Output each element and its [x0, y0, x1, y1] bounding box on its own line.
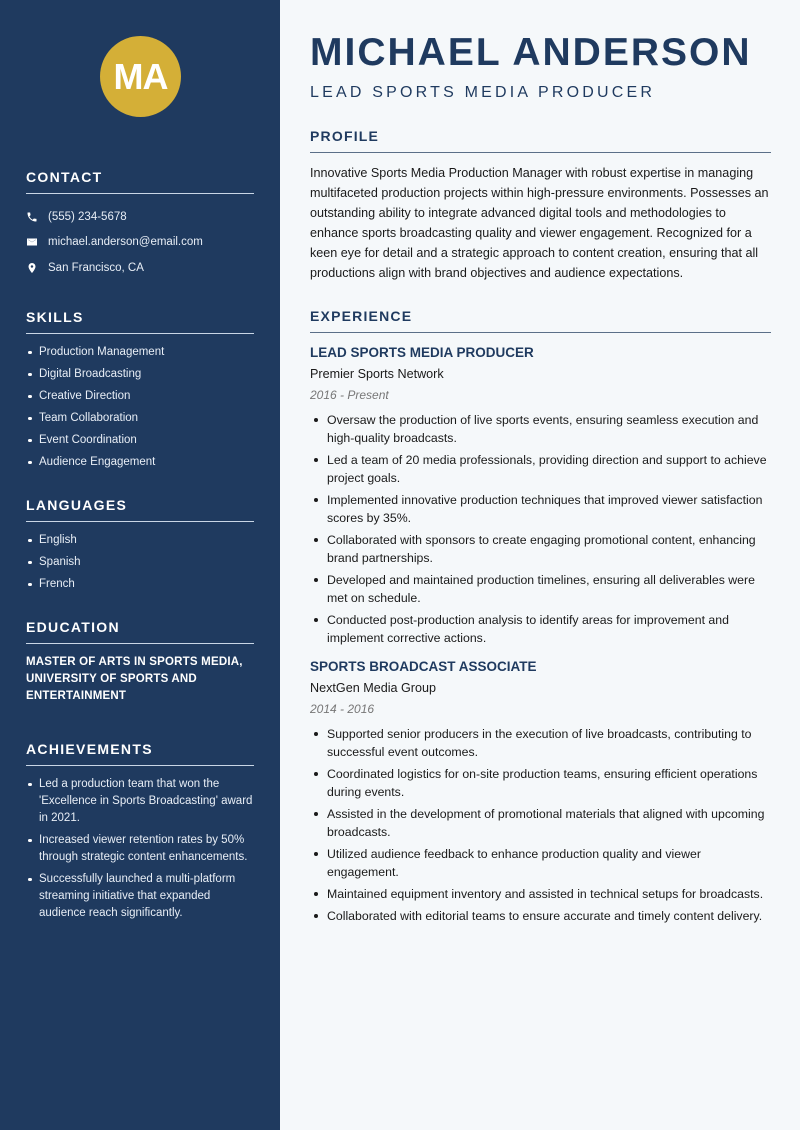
location-text: San Francisco, CA	[48, 261, 144, 274]
profile-text: Innovative Sports Media Production Manager with robust expertise in managing multifaceted production projects within high-pressure environments. Possesses an outstanding ability to integrate advanced digital tools and methodologies to enhance sports broadcasting quality and viewer engagement. Recognized for a keen eye for detail and a strategic approach to content creation, ensuring that all productions align with brand objectives and audience expectations.	[310, 166, 769, 280]
job-bullet: Utilized audience feedback to enhance production quality and viewer engagement.	[310, 845, 771, 881]
language-item: English	[26, 532, 254, 554]
achievement-item: Increased viewer retention rates by 50% through strategic content enhancements.	[26, 832, 254, 866]
job-title: SPORTS BROADCAST ASSOCIATE	[310, 659, 537, 674]
profile-heading: PROFILE	[310, 128, 771, 153]
job-bullet: Developed and maintained production timelines, ensuring all deliverables were met on schedule.	[310, 571, 771, 607]
skill-item: Event Coordination	[26, 432, 254, 454]
job-bullet: Oversaw the production of live sports events, ensuring seamless execution and high-quality broadcasts.	[310, 411, 771, 447]
skill-item: Production Management	[26, 344, 254, 366]
achievement-item: Led a production team that won the 'Excellence in Sports Broadcasting' award in 2021.	[26, 776, 254, 827]
sidebar	[0, 0, 280, 1130]
achievements-list	[26, 776, 254, 922]
contact-phone	[26, 204, 254, 230]
job-entry	[310, 345, 771, 647]
contact-heading: CONTACT	[26, 169, 254, 194]
skill-item: Creative Direction	[26, 388, 254, 410]
education-heading: EDUCATION	[26, 619, 254, 644]
experience-heading: EXPERIENCE	[310, 308, 771, 333]
language-item: Spanish	[26, 554, 254, 576]
contact-location	[26, 255, 254, 281]
candidate-title: LEAD SPORTS MEDIA PRODUCER	[310, 84, 656, 101]
language-item: French	[26, 576, 254, 598]
skills-heading: SKILLS	[26, 309, 254, 334]
job-bullet: Supported senior producers in the execution of live broadcasts, contributing to successful event outcomes.	[310, 725, 771, 761]
phone-text: (555) 234-5678	[48, 210, 127, 223]
job-bullet: Maintained equipment inventory and assisted in technical setups for broadcasts.	[310, 885, 771, 903]
contact-email	[26, 230, 254, 256]
skill-item: Digital Broadcasting	[26, 366, 254, 388]
location-pin-icon	[26, 262, 38, 274]
candidate-name: MICHAEL ANDERSON	[310, 31, 752, 74]
achievements-heading: ACHIEVEMENTS	[26, 741, 254, 766]
skill-item: Team Collaboration	[26, 410, 254, 432]
job-entry	[310, 659, 771, 925]
job-bullet: Collaborated with sponsors to create engaging promotional content, enhancing brand partnerships.	[310, 531, 771, 567]
job-dates: 2014 - 2016	[310, 702, 375, 716]
email-text: michael.anderson@email.com	[48, 236, 203, 249]
job-bullet: Collaborated with editorial teams to ensure accurate and timely content delivery.	[310, 907, 771, 925]
education-text: MASTER OF ARTS IN SPORTS MEDIA, UNIVERSITY OF SPORTS AND ENTERTAINMENT	[26, 655, 243, 702]
main-content	[310, 0, 771, 929]
job-bullets	[310, 725, 771, 925]
job-dates: 2016 - Present	[310, 388, 389, 402]
job-bullet: Implemented innovative production techniques that improved viewer satisfaction scores by 35%.	[310, 491, 771, 527]
phone-icon	[26, 211, 38, 223]
job-bullet: Conducted post-production analysis to identify areas for improvement and implement corrective actions.	[310, 611, 771, 647]
languages-heading: LANGUAGES	[26, 497, 254, 522]
job-company: Premier Sports Network	[310, 367, 444, 381]
job-bullet: Assisted in the development of promotional materials that aligned with upcoming broadcasts.	[310, 805, 771, 841]
job-company: NextGen Media Group	[310, 681, 436, 695]
avatar-initials: MA	[100, 36, 181, 117]
job-bullets	[310, 411, 771, 647]
email-icon	[26, 236, 38, 248]
contact-list	[26, 204, 254, 281]
achievement-item: Successfully launched a multi-platform streaming initiative that expanded audience reach significantly.	[26, 871, 254, 922]
job-bullet: Led a team of 20 media professionals, providing direction and support to achieve project goals.	[310, 451, 771, 487]
skills-list	[26, 344, 254, 476]
job-bullet: Coordinated logistics for on-site production teams, ensuring efficient operations during events.	[310, 765, 771, 801]
skill-item: Audience Engagement	[26, 454, 254, 476]
languages-list	[26, 532, 254, 598]
job-title: LEAD SPORTS MEDIA PRODUCER	[310, 345, 534, 360]
